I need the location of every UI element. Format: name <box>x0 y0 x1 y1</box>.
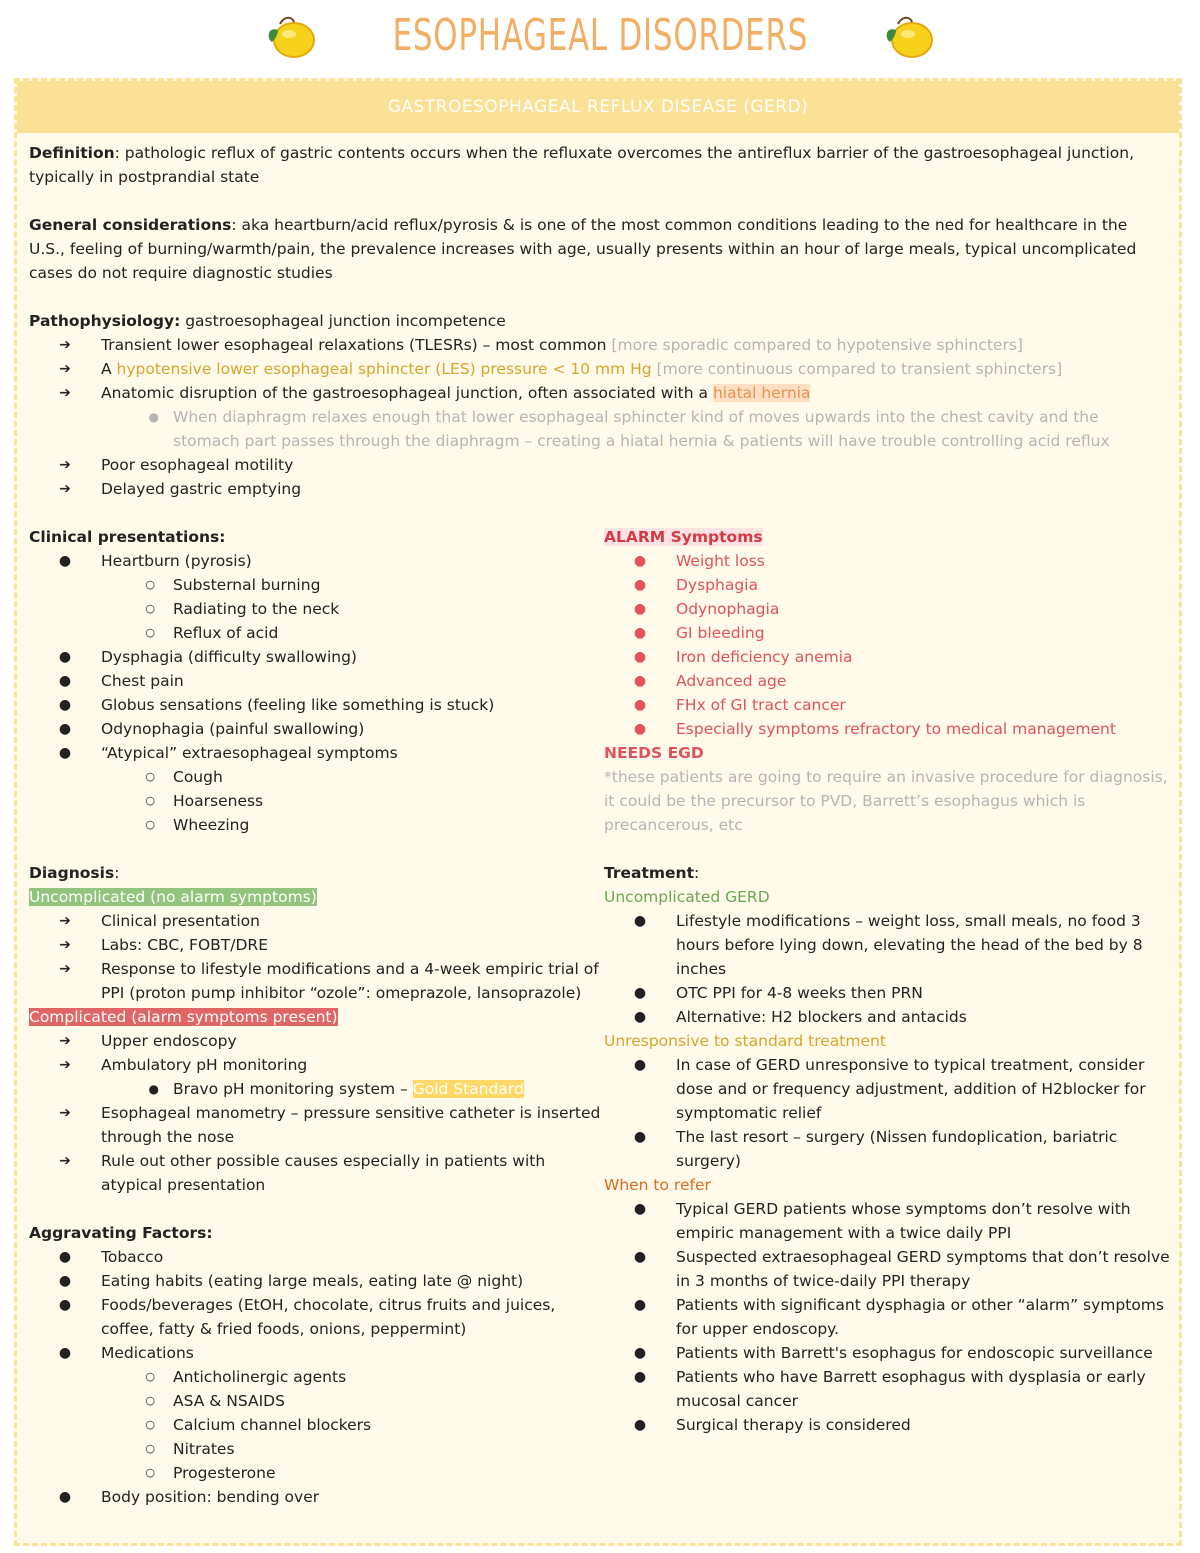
circle-bullet-icon: ○ <box>145 1418 155 1431</box>
bullet-icon: ● <box>58 697 72 713</box>
list-item: ● Globus sensations (feeling like something is stuck) <box>29 693 604 717</box>
list-item: ● Patients with Barrett's esophagus for endoscopic surveillance <box>604 1341 1179 1365</box>
list-item: ○ Nitrates <box>29 1437 604 1461</box>
list-item: ○ Hoarseness <box>29 789 604 813</box>
treatment-heading: Treatment <box>604 864 695 882</box>
list-item: ● Typical GERD patients whose symptoms don’t resolve with empiric management with a twice daily PPI <box>604 1197 1179 1245</box>
arrow-icon: ➔ <box>59 481 71 497</box>
list-item: ● Odynophagia (painful swallowing) <box>29 717 604 741</box>
arrow-icon: ➔ <box>59 1153 71 1169</box>
list-item: ○ Anticholinergic agents <box>29 1365 604 1389</box>
list-item: ➔ Clinical presentation <box>29 909 604 933</box>
list-item: ➔ Ambulatory pH monitoring <box>29 1053 604 1077</box>
list-item: ➔ Delayed gastric emptying <box>29 477 1167 501</box>
list-item: ○ Wheezing <box>29 813 604 837</box>
list-item: ● FHx of GI tract cancer <box>604 693 1179 717</box>
bullet-icon: ● <box>148 410 159 424</box>
diagnosis-treatment-row <box>29 861 1170 1509</box>
list-item: ● Especially symptoms refractory to medical management <box>604 717 1179 741</box>
list-item: ● Chest pain <box>29 669 604 693</box>
bullet-icon: ● <box>633 985 647 1001</box>
clinical-column <box>29 525 604 837</box>
bullet-icon: ● <box>58 1249 72 1265</box>
list-item: ➔ Anatomic disruption of the gastroesophageal junction, often associated with a hiatal hernia <box>29 381 1167 405</box>
treatment-column: Treatment: Uncomplicated GERD ● Lifestyle modifications – weight loss, small meals, no food 3 hours before lying down, elevating the head of the bed by 8 inches ● OTC PPI for 4-8 weeks then PRN ● Alternative: H2 blockers and antacids Unresponsive to standard treatment ● In case of GERD unresponsive to typical treatment, consider dose and or frequency adjustment, addition of H2blocker for symptomatic relief ● The last resort – surgery (Nissen fundoplication, bariatric surgery) When to refer ● Typical GERD patients whose symptoms don’t resolve with empiric management with a twice daily PPI ● Suspected extraesophageal GERD symptoms that don’t resolve in 3 months of twice-daily PPI therapy ● Patients with significant dysphagia or other “alarm” symptoms for upper endoscopy. ● Patients with Barrett's esophagus for endoscopic surveillance ● Patients who have Barrett esophagus with dysplasia or early mucosal cancer ● Surgical therapy is considered <box>604 861 1179 1509</box>
arrow-icon: ➔ <box>59 337 71 353</box>
when-to-refer-label: When to refer <box>604 1176 711 1194</box>
circle-bullet-icon: ○ <box>145 1442 155 1455</box>
list-item: ● Patients who have Barrett esophagus with dysplasia or early mucosal cancer <box>604 1365 1179 1413</box>
bullet-icon: ● <box>633 1009 647 1025</box>
bullet-icon: ● <box>633 1201 647 1217</box>
list-item: ● OTC PPI for 4-8 weeks then PRN <box>604 981 1179 1005</box>
list-item: ● Surgical therapy is considered <box>604 1413 1179 1437</box>
arrow-icon: ➔ <box>59 1105 71 1121</box>
uncomplicated-label: Uncomplicated (no alarm symptoms) <box>29 888 317 906</box>
bullet-icon: ● <box>633 721 647 737</box>
list-item: ● Eating habits (eating large meals, eating late @ night) <box>29 1269 604 1293</box>
card-content <box>29 141 1170 1509</box>
circle-bullet-icon: ○ <box>145 818 155 831</box>
bullet-icon: ● <box>58 1297 72 1313</box>
title-row <box>0 0 1200 72</box>
lemon-icon <box>882 8 938 64</box>
circle-bullet-icon: ○ <box>145 602 155 615</box>
bullet-icon: ● <box>633 625 647 641</box>
list-item: ● Heartburn (pyrosis) <box>29 549 604 573</box>
list-item: ● Patients with significant dysphagia or other “alarm” symptoms for upper endoscopy. <box>604 1293 1179 1341</box>
circle-bullet-icon: ○ <box>145 794 155 807</box>
bullet-icon: ● <box>633 1345 647 1361</box>
alarm-note: *these patients are going to require an invasive procedure for diagnosis, it could be the precursor to PVD, Barrett’s esophagus which is precancerous, etc <box>604 768 1168 834</box>
list-item: ➔ Poor esophageal motility <box>29 453 1167 477</box>
bullet-icon: ● <box>58 1273 72 1289</box>
section-banner: GASTROESOPHAGEAL REFLUX DISEASE (GERD) <box>17 81 1179 133</box>
clinical-heading: Clinical presentations: <box>29 528 226 546</box>
lemon-icon <box>262 8 318 64</box>
list-item: ➔ A hypotensive lower esophageal sphincter (LES) pressure < 10 mm Hg [more continuous compared to transient sphincters] <box>29 357 1167 381</box>
list-item: ➔ Response to lifestyle modifications and a 4-week empiric trial of PPI (proton pump inhibitor “ozole”: omeprazole, lansoprazole) <box>29 957 604 1005</box>
bullet-icon: ● <box>633 649 647 665</box>
bullet-icon: ● <box>633 601 647 617</box>
arrow-icon: ➔ <box>59 1033 71 1049</box>
list-item: ● When diaphragm relaxes enough that lower esophageal sphincter kind of moves upwards into the chest cavity and the stomach part passes through the diaphragm – creating a hiatal hernia & patients will have trouble controlling acid reflux <box>29 405 1167 453</box>
list-item: ➔ Labs: CBC, FOBT/DRE <box>29 933 604 957</box>
circle-bullet-icon: ○ <box>145 1394 155 1407</box>
needs-egd: NEEDS EGD <box>604 744 704 762</box>
bullet-icon: ● <box>633 697 647 713</box>
list-item: ○ Radiating to the neck <box>29 597 604 621</box>
pathophysiology: Pathophysiology: gastroesophageal junction incompetence <box>29 312 506 330</box>
list-item: ● Advanced age <box>604 669 1179 693</box>
list-item: ● Tobacco <box>29 1245 604 1269</box>
circle-bullet-icon: ○ <box>145 1370 155 1383</box>
gerd-card <box>14 78 1182 1546</box>
unresponsive-label: Unresponsive to standard treatment <box>604 1032 886 1050</box>
list-item: ➔ Transient lower esophageal relaxations (TLESRs) – most common [more sporadic compared to hypotensive sphincters] <box>29 333 1167 357</box>
circle-bullet-icon: ○ <box>145 578 155 591</box>
list-item: ● GI bleeding <box>604 621 1179 645</box>
bullet-icon: ● <box>58 1489 72 1505</box>
list-item: ● Dysphagia (difficulty swallowing) <box>29 645 604 669</box>
list-item: ● Suspected extraesophageal GERD symptoms that don’t resolve in 3 months of twice-daily PPI therapy <box>604 1245 1179 1293</box>
circle-bullet-icon: ○ <box>145 626 155 639</box>
arrow-icon: ➔ <box>59 457 71 473</box>
circle-bullet-icon: ○ <box>145 770 155 783</box>
arrow-icon: ➔ <box>59 961 71 977</box>
list-item: ➔ Esophageal manometry – pressure sensitive catheter is inserted through the nose <box>29 1101 604 1149</box>
arrow-icon: ➔ <box>59 913 71 929</box>
list-item: ● Foods/beverages (EtOH, chocolate, citrus fruits and juices, coffee, fatty & fried foods, onions, peppermint) <box>29 1293 604 1341</box>
list-item: ● Bravo pH monitoring system – Gold Standard <box>29 1077 604 1101</box>
arrow-icon: ➔ <box>59 1057 71 1073</box>
list-item: ○ Reflux of acid <box>29 621 604 645</box>
bullet-icon: ● <box>58 553 72 569</box>
list-item: ○ Cough <box>29 765 604 789</box>
list-item: ○ Calcium channel blockers <box>29 1413 604 1437</box>
list-item: ● Weight loss <box>604 549 1179 573</box>
bullet-icon: ● <box>58 721 72 737</box>
list-item: ● Alternative: H2 blockers and antacids <box>604 1005 1179 1029</box>
alarm-column <box>604 525 1179 837</box>
bullet-icon: ● <box>633 1369 647 1385</box>
bullet-icon: ● <box>58 745 72 761</box>
diagnosis-column: Diagnosis: Uncomplicated (no alarm symptoms) ➔ Clinical presentation ➔ Labs: CBC, FOBT/DRE ➔ Response to lifestyle modifications and a 4-week empiric trial of PPI (proton pump inhibitor “ozole”: omeprazole, lansoprazole) Complicated (alarm symptoms present) ➔ Upper endoscopy ➔ Ambulatory pH monitoring ● Bravo pH monitoring system – Gold Standard ➔ Esophageal manometry – pressure sensitive catheter is inserted through the nose ➔ Rule out other possible causes especially in patients with atypical presentation Aggravating Factors: ● Tobacco ● Eating habits (eating large meals, eating late @ night) ● Foods/beverages (EtOH, chocolate, citrus fruits and juices, coffee, fatty & fried foods, onions, peppermint) ● Medications ○ Anticholinergic agents ○ ASA & NSAIDS ○ Calcium channel blockers ○ Nitrates ○ Progesterone ● Body position: bending over <box>29 861 604 1509</box>
list-item: ● Dysphagia <box>604 573 1179 597</box>
bullet-icon: ● <box>58 649 72 665</box>
list-item: ● Iron deficiency anemia <box>604 645 1179 669</box>
bullet-icon: ● <box>633 1057 647 1073</box>
list-item: ○ ASA & NSAIDS <box>29 1389 604 1413</box>
clinical-alarm-row <box>29 525 1167 837</box>
arrow-icon: ➔ <box>59 385 71 401</box>
list-item: ○ Progesterone <box>29 1461 604 1485</box>
bullet-icon: ● <box>633 673 647 689</box>
list-item: ● “Atypical” extraesophageal symptoms <box>29 741 604 765</box>
list-item: ● The last resort – surgery (Nissen fundoplication, bariatric surgery) <box>604 1125 1179 1173</box>
bullet-icon: ● <box>633 553 647 569</box>
list-item: ● Medications <box>29 1341 604 1365</box>
bullet-icon: ● <box>58 673 72 689</box>
list-item: ➔ Upper endoscopy <box>29 1029 604 1053</box>
bullet-icon: ● <box>58 1345 72 1361</box>
diagnosis-heading: Diagnosis <box>29 864 115 882</box>
list-item: ● Lifestyle modifications – weight loss, small meals, no food 3 hours before lying down, elevating the head of the bed by 8 inches <box>604 909 1179 981</box>
list-item: ○ Substernal burning <box>29 573 604 597</box>
arrow-icon: ➔ <box>59 361 71 377</box>
arrow-icon: ➔ <box>59 937 71 953</box>
general-considerations: General considerations: aka heartburn/acid reflux/pyrosis & is one of the most common conditions leading to the ned for healthcare in the U.S., feeling of burning/warmth/pain, the prevalence increases with age, usually presents within an hour of large meals, typical uncomplicated cases do not require diagnostic studies <box>29 216 1137 282</box>
bullet-icon: ● <box>633 913 647 929</box>
gold-standard-badge: Gold Standard <box>412 1080 524 1098</box>
circle-bullet-icon: ○ <box>145 1466 155 1479</box>
alarm-heading: ALARM Symptoms <box>604 528 763 546</box>
list-item: ● Odynophagia <box>604 597 1179 621</box>
list-item: ● Body position: bending over <box>29 1485 604 1509</box>
complicated-label: Complicated (alarm symptoms present) <box>29 1008 338 1026</box>
page-title: ESOPHAGEAL DISORDERS <box>392 10 808 61</box>
bullet-icon: ● <box>633 1417 647 1433</box>
list-item: ➔ Rule out other possible causes especially in patients with atypical presentation <box>29 1149 604 1197</box>
uncomplicated-gerd-label: Uncomplicated GERD <box>604 888 770 906</box>
bullet-icon: ● <box>633 1129 647 1145</box>
bullet-icon: ● <box>148 1082 159 1096</box>
bullet-icon: ● <box>633 1297 647 1313</box>
bullet-icon: ● <box>633 1249 647 1265</box>
bullet-icon: ● <box>633 577 647 593</box>
aggravating-heading: Aggravating Factors: <box>29 1224 213 1242</box>
list-item: ● In case of GERD unresponsive to typical treatment, consider dose and or frequency adjustment, addition of H2blocker for symptomatic relief <box>604 1053 1179 1125</box>
definition: Definition: pathologic reflux of gastric contents occurs when the refluxate overcomes the antireflux barrier of the gastroesophageal junction, typically in postprandial state <box>29 144 1135 186</box>
